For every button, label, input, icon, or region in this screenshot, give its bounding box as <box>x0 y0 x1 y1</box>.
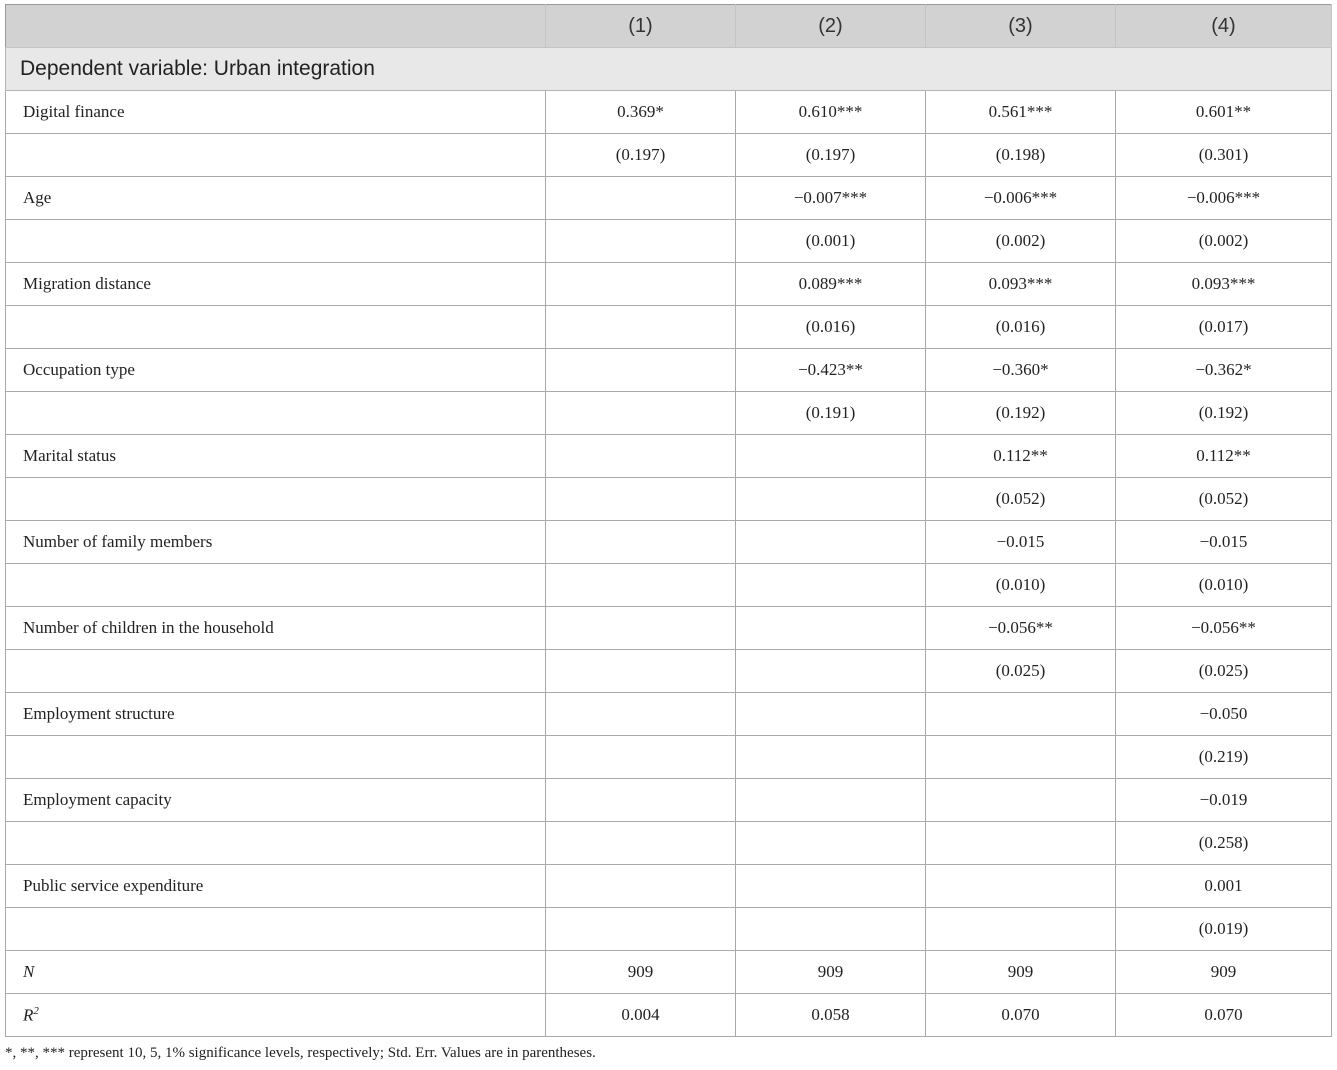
cell-col-2: (0.191) <box>736 392 926 435</box>
row-label-text: Employment capacity <box>23 790 172 809</box>
row-label <box>6 306 546 349</box>
row-label-text: Occupation type <box>23 360 135 379</box>
cell-col-2 <box>736 607 926 650</box>
cell-col-1: 909 <box>546 951 736 994</box>
row-label-text: Employment structure <box>23 704 175 723</box>
cell-col-2 <box>736 478 926 521</box>
cell-col-4: (0.019) <box>1116 908 1332 951</box>
row-label <box>6 91 546 134</box>
row-label-text: R <box>23 1005 34 1025</box>
row-label <box>6 521 546 564</box>
cell-col-4: 0.070 <box>1116 994 1332 1037</box>
cell-col-4: −0.015 <box>1116 521 1332 564</box>
cell-col-4: 909 <box>1116 951 1332 994</box>
table-row <box>6 521 1332 564</box>
row-label-text: Marital status <box>23 446 117 465</box>
cell-col-1 <box>546 564 736 607</box>
row-label <box>6 994 546 1037</box>
row-label <box>6 478 546 521</box>
cell-col-1 <box>546 263 736 306</box>
cell-col-4: (0.301) <box>1116 134 1332 177</box>
table-row <box>6 392 1332 435</box>
table-row <box>6 693 1332 736</box>
cell-col-1 <box>546 220 736 263</box>
cell-col-3: 0.112** <box>926 435 1116 478</box>
cell-col-2 <box>736 736 926 779</box>
table-footnote: *, **, *** represent 10, 5, 1% significance levels, respectively; Std. Err. Values are in parentheses. <box>5 1045 596 1061</box>
section-label: Dependent variable: Urban integration <box>6 48 1332 91</box>
cell-col-2: −0.007*** <box>736 177 926 220</box>
cell-col-3: (0.192) <box>926 392 1116 435</box>
row-label-text: Age <box>23 188 52 207</box>
row-label-text: Number of family members <box>23 532 213 551</box>
cell-col-2: 0.058 <box>736 994 926 1037</box>
cell-col-1 <box>546 435 736 478</box>
cell-col-3: −0.006*** <box>926 177 1116 220</box>
cell-col-4: (0.025) <box>1116 650 1332 693</box>
cell-col-3: 909 <box>926 951 1116 994</box>
row-label-text: Migration distance <box>23 274 151 293</box>
cell-col-1 <box>546 693 736 736</box>
column-header-3: (3) <box>926 5 1116 48</box>
cell-col-2 <box>736 693 926 736</box>
cell-col-3: (0.052) <box>926 478 1116 521</box>
regression-table <box>5 4 1332 1037</box>
table-row <box>6 263 1332 306</box>
row-label <box>6 220 546 263</box>
row-label <box>6 349 546 392</box>
table-row <box>6 91 1332 134</box>
cell-col-2 <box>736 521 926 564</box>
section-row <box>6 48 1332 91</box>
table-row <box>6 607 1332 650</box>
table-header-row <box>6 5 1332 48</box>
table-row <box>6 220 1332 263</box>
row-label <box>6 865 546 908</box>
cell-col-4: 0.093*** <box>1116 263 1332 306</box>
cell-col-3: (0.016) <box>926 306 1116 349</box>
cell-col-1: (0.197) <box>546 134 736 177</box>
row-label <box>6 822 546 865</box>
row-label <box>6 564 546 607</box>
table-row <box>6 134 1332 177</box>
row-label <box>6 951 546 994</box>
table-row <box>6 865 1332 908</box>
cell-col-2 <box>736 908 926 951</box>
cell-col-1 <box>546 349 736 392</box>
cell-col-3: 0.070 <box>926 994 1116 1037</box>
row-label <box>6 650 546 693</box>
regression-table-container <box>5 4 1331 1037</box>
cell-col-1 <box>546 736 736 779</box>
cell-col-4: 0.601** <box>1116 91 1332 134</box>
cell-col-2 <box>736 650 926 693</box>
row-label <box>6 263 546 306</box>
row-label <box>6 134 546 177</box>
table-row <box>6 908 1332 951</box>
row-label-text: Public service expenditure <box>23 876 204 895</box>
cell-col-2 <box>736 822 926 865</box>
table-row <box>6 736 1332 779</box>
table-row <box>6 994 1332 1037</box>
row-label <box>6 908 546 951</box>
cell-col-2: 0.089*** <box>736 263 926 306</box>
table-row <box>6 349 1332 392</box>
cell-col-2 <box>736 865 926 908</box>
column-header-4: (4) <box>1116 5 1332 48</box>
cell-col-4: 0.001 <box>1116 865 1332 908</box>
row-label-text: Number of children in the household <box>23 618 274 637</box>
cell-col-3 <box>926 779 1116 822</box>
cell-col-1 <box>546 306 736 349</box>
cell-col-3 <box>926 908 1116 951</box>
cell-col-4: 0.112** <box>1116 435 1332 478</box>
cell-col-3 <box>926 822 1116 865</box>
cell-col-3: 0.561*** <box>926 91 1116 134</box>
cell-col-1 <box>546 908 736 951</box>
cell-col-2: 0.610*** <box>736 91 926 134</box>
cell-col-1 <box>546 650 736 693</box>
cell-col-2: (0.016) <box>736 306 926 349</box>
row-label <box>6 693 546 736</box>
table-row <box>6 822 1332 865</box>
column-header-2: (2) <box>736 5 926 48</box>
cell-col-4: (0.052) <box>1116 478 1332 521</box>
cell-col-3: −0.015 <box>926 521 1116 564</box>
row-label-superscript: 2 <box>33 1004 39 1017</box>
cell-col-4: (0.010) <box>1116 564 1332 607</box>
cell-col-3: (0.198) <box>926 134 1116 177</box>
cell-col-4: (0.258) <box>1116 822 1332 865</box>
cell-col-3: (0.002) <box>926 220 1116 263</box>
row-label <box>6 779 546 822</box>
table-row <box>6 951 1332 994</box>
cell-col-1 <box>546 177 736 220</box>
table-row <box>6 779 1332 822</box>
row-label <box>6 392 546 435</box>
row-label <box>6 177 546 220</box>
cell-col-4: −0.050 <box>1116 693 1332 736</box>
cell-col-3: −0.360* <box>926 349 1116 392</box>
cell-col-2: 909 <box>736 951 926 994</box>
table-row <box>6 177 1332 220</box>
cell-col-3 <box>926 736 1116 779</box>
cell-col-3: (0.025) <box>926 650 1116 693</box>
row-label-text: N <box>23 962 35 981</box>
cell-col-2: −0.423** <box>736 349 926 392</box>
row-label-text: Digital finance <box>23 102 125 121</box>
cell-col-4: −0.019 <box>1116 779 1332 822</box>
cell-col-4: (0.219) <box>1116 736 1332 779</box>
cell-col-1 <box>546 865 736 908</box>
cell-col-1 <box>546 521 736 564</box>
cell-col-1 <box>546 779 736 822</box>
column-header-1: (1) <box>546 5 736 48</box>
row-label <box>6 607 546 650</box>
table-row <box>6 435 1332 478</box>
cell-col-3 <box>926 865 1116 908</box>
cell-col-2 <box>736 564 926 607</box>
table-row <box>6 478 1332 521</box>
cell-col-4: −0.056** <box>1116 607 1332 650</box>
cell-col-4: (0.002) <box>1116 220 1332 263</box>
table-row <box>6 306 1332 349</box>
row-label <box>6 435 546 478</box>
cell-col-4: (0.017) <box>1116 306 1332 349</box>
table-row <box>6 650 1332 693</box>
cell-col-4: (0.192) <box>1116 392 1332 435</box>
cell-col-1: 0.369* <box>546 91 736 134</box>
header-blank-cell <box>6 5 546 48</box>
cell-col-1: 0.004 <box>546 994 736 1037</box>
cell-col-1 <box>546 392 736 435</box>
cell-col-3: −0.056** <box>926 607 1116 650</box>
row-label <box>6 736 546 779</box>
cell-col-3 <box>926 693 1116 736</box>
cell-col-2: (0.001) <box>736 220 926 263</box>
cell-col-1 <box>546 822 736 865</box>
cell-col-3: 0.093*** <box>926 263 1116 306</box>
table-row <box>6 564 1332 607</box>
cell-col-1 <box>546 607 736 650</box>
cell-col-4: −0.006*** <box>1116 177 1332 220</box>
cell-col-1 <box>546 478 736 521</box>
cell-col-4: −0.362* <box>1116 349 1332 392</box>
cell-col-2 <box>736 779 926 822</box>
cell-col-3: (0.010) <box>926 564 1116 607</box>
cell-col-2 <box>736 435 926 478</box>
cell-col-2: (0.197) <box>736 134 926 177</box>
